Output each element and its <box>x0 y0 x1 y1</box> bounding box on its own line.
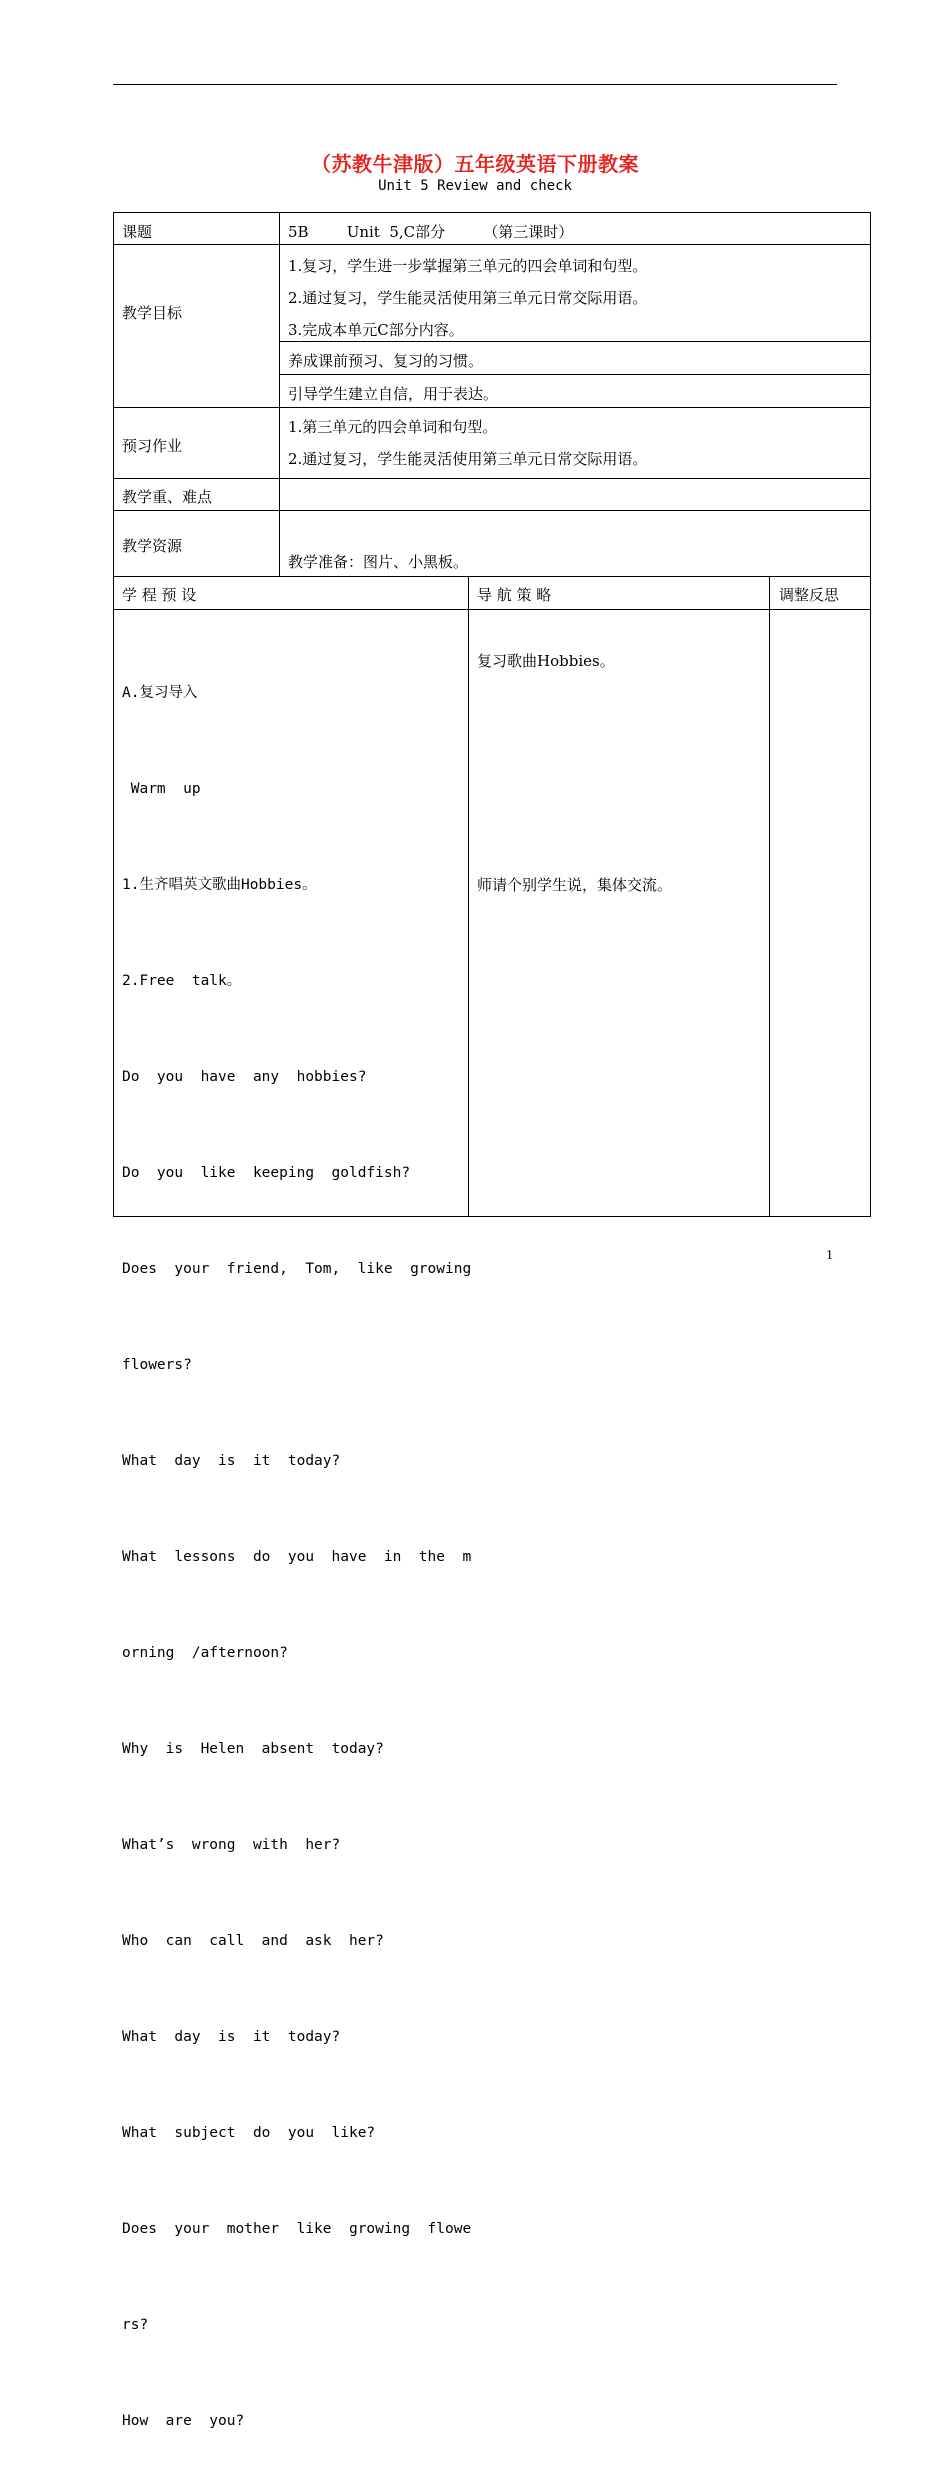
process-line: What’s wrong with her? <box>122 1837 341 1853</box>
header-rule <box>113 84 837 85</box>
goal-item: 3.完成本单元C部分内容。 <box>288 321 464 339</box>
habit-goal: 养成课前预习、复习的习惯。 <box>288 352 484 370</box>
document-subtitle: Unit 5 Review and check <box>378 178 572 194</box>
process-line: Do you have any hobbies? <box>122 1069 367 1085</box>
goals-list <box>288 250 647 346</box>
process-line: Does your friend, Tom, like growing <box>122 1261 472 1277</box>
document-title: （苏教牛津版）五年级英语下册教案 <box>311 152 639 176</box>
process-line: How are you? <box>122 2413 245 2429</box>
goal-item: 1.复习，学生进一步掌握第三单元的四会单词和句型。 <box>288 257 648 275</box>
resources-value: 教学准备：图片、小黑板。 <box>288 553 469 571</box>
preview-label: 预习作业 <box>122 437 183 455</box>
strategy-note-exchange: 师请个别学生说，集体交流。 <box>477 876 673 894</box>
process-line: What day is it today? <box>122 1453 341 1469</box>
process-line: flowers? <box>122 1357 192 1373</box>
process-line: What subject do you like? <box>122 2125 376 2141</box>
process-line: Does your mother like growing flowe <box>122 2221 472 2237</box>
resources-label: 教学资源 <box>122 537 183 555</box>
process-line: 2.Free talk。 <box>122 973 242 989</box>
preview-item: 1.第三单元的四会单词和句型。 <box>288 418 498 436</box>
process-line: A.复习导入 <box>122 685 198 701</box>
goal-item: 2.通过复习，学生能灵活使用第三单元日常交际用语。 <box>288 289 648 307</box>
strategy-col-header: 导 航 策 略 <box>477 586 552 604</box>
process-line: Why is Helen absent today? <box>122 1741 384 1757</box>
process-line: rs? <box>122 2317 149 2333</box>
reflection-col-header: 调整反思 <box>779 586 840 604</box>
process-line: orning /afternoon? <box>122 1645 288 1661</box>
process-line: Who can call and ask her? <box>122 1933 384 1949</box>
page-number: 1 <box>826 1248 833 1263</box>
goals-label: 教学目标 <box>122 304 183 322</box>
confidence-goal: 引导学生建立自信，用于表达。 <box>288 385 499 403</box>
topic-label: 课题 <box>122 223 153 241</box>
process-line: 1.生齐唱英文歌曲Hobbies。 <box>122 877 317 893</box>
process-lines <box>122 613 471 2469</box>
process-line: Warm up <box>122 781 201 797</box>
process-line: What lessons do you have in the m <box>122 1549 472 1565</box>
process-line: Do you like keeping goldfish? <box>122 1165 411 1181</box>
strategy-note-song: 复习歌曲Hobbies。 <box>477 652 615 670</box>
process-line: What day is it today? <box>122 2029 341 2045</box>
preview-item: 2.通过复习，学生能灵活使用第三单元日常交际用语。 <box>288 450 648 468</box>
topic-value: 5B Unit 5,C部分 （第三课时） <box>288 223 574 241</box>
process-col-header: 学 程 预 设 <box>122 586 197 604</box>
preview-list <box>288 411 647 475</box>
key-points-label: 教学重、难点 <box>122 488 213 506</box>
